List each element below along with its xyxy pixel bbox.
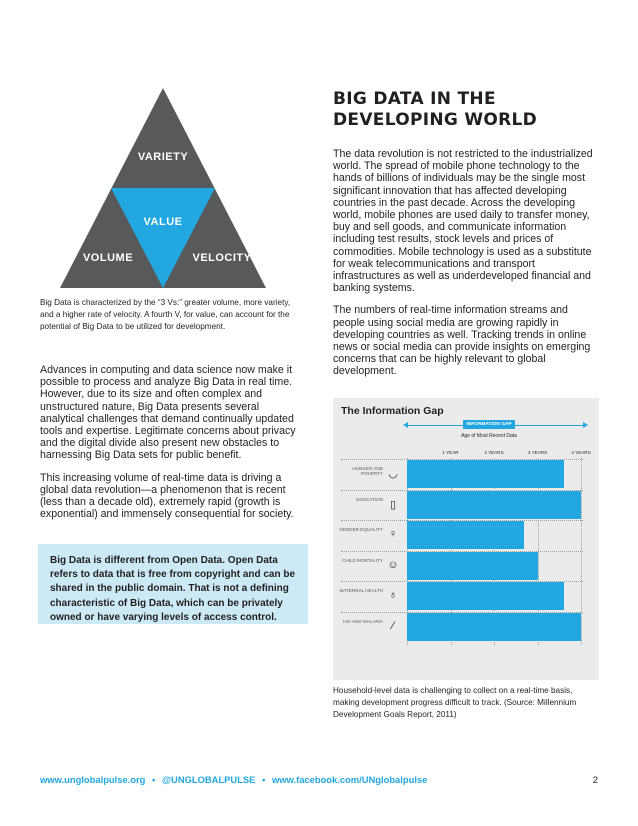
velocity-label: VELOCITY: [192, 252, 252, 264]
variety-label: VARIETY: [137, 151, 189, 163]
left-paragraph: Advances in computing and data science now make it possible to process and analyze Big Data in real time. However, due to its size and often complex and unstructured nature, Big Data presents several analytical challenges that demand continually updated tools and expertise. Legitimate concerns about privacy and the digital divide also present new obstacles to harnessing Big Data sets for public benefit.: [40, 364, 296, 462]
row-label: MATERNAL HEALTH: [339, 588, 383, 593]
chart-title: The Information Gap: [341, 405, 444, 417]
people-icon: ♀: [388, 528, 398, 540]
twitter-link[interactable]: @UNGLOBALPULSE: [161, 774, 256, 785]
row-label: GENDER EQUALITY: [339, 527, 383, 532]
tick-label: 1 YEAR: [442, 450, 459, 455]
row-label: HUNGER AND POVERTY: [352, 466, 383, 477]
page-number: 2: [592, 774, 598, 785]
open-data-callout: [38, 544, 308, 624]
chart-caption: Household-level data is challenging to collect on a real-time basis, making development progress difficult to track. (Source: Millennium Development Goals Report, 2011): [333, 686, 577, 719]
bar: [407, 491, 581, 519]
callout-text: Big Data is different from Open Data. Open Data refers to data that is free from copyright and can be shared in the public domain. That is not a defining characteristic of Big Data, which can be privately owned or have varying levels of access control.: [50, 555, 296, 623]
row-label: CHILD MORTALITY: [342, 557, 383, 563]
tick-label: 4 YEARS: [571, 450, 591, 455]
right-paragraph: The numbers of real-time information streams and people using social media are growing rapidly in developing countries as well. Tracking trends in online news or social media can provide insights on emerging concerns that can be highly relevant to global development.: [333, 304, 591, 378]
bowl-icon: ◡: [388, 468, 398, 480]
baby-icon: ☺: [387, 558, 399, 571]
information-gap-chart: [333, 398, 599, 680]
section-heading: BIG DATA IN THE DEVELOPING WORLD: [333, 89, 538, 130]
book-icon: ▯: [389, 498, 397, 511]
tick-label: 2 YEARS: [484, 450, 504, 455]
left-paragraph: This increasing volume of real-time data is driving a global data revolution—a phenomenon that is recent (less than a decade old), extremely rapid (growth is exponential) and immensely consequential for society.: [40, 471, 294, 521]
footer-links: [40, 774, 560, 785]
footer-separator: •: [262, 774, 266, 785]
gap-banner: INFORMATION GAP: [463, 420, 515, 429]
triangle-caption: Big Data is characterized by the “3 Vs:” greater volume, more variety, and a higher rate of velocity. A fourth V, for value, can account for the potential of Big Data to be utilized for development.: [40, 298, 291, 331]
footer-separator: •: [152, 774, 156, 785]
bar: [407, 521, 524, 549]
three-vs-triangle-diagram: [60, 88, 280, 288]
value-label: VALUE: [143, 216, 183, 228]
website-link[interactable]: www.unglobalpulse.org: [40, 774, 146, 785]
tick-label: 3 YEARS: [527, 450, 548, 455]
mother-icon: ♁: [388, 589, 398, 601]
row-label: HIV AND MALARIA: [343, 618, 383, 624]
right-body: [333, 148, 599, 388]
facebook-link[interactable]: www.facebook.com/UNglobalpulse: [271, 774, 428, 785]
bar: [407, 460, 564, 488]
bar: [407, 552, 538, 580]
axis-title: Age of Most Recent Data: [461, 433, 517, 439]
right-paragraph: The data revolution is not restricted to the industrialized world. The spread of mobile phone technology to the hands of billions of individuals may be the single most significant innovation that has affected developing countries in the past decade. Across the developing world, mobile phones are used daily to transfer money, buy and sell goods, and communicate information including test results, stock levels and prices of commodities. Mobile technology is used as a substitute for weak telecommunications and transport infrastructures as well as underdeveloped financial and banking systems.: [333, 148, 593, 295]
chart-plot: [333, 398, 599, 680]
bar: [407, 582, 564, 610]
left-body: [40, 364, 302, 530]
grid-line: [581, 458, 582, 645]
bar: [407, 613, 581, 641]
syringe-icon: ⁄: [392, 619, 394, 632]
row-label: EDUCATION: [356, 496, 383, 502]
volume-label: VOLUME: [82, 252, 134, 264]
